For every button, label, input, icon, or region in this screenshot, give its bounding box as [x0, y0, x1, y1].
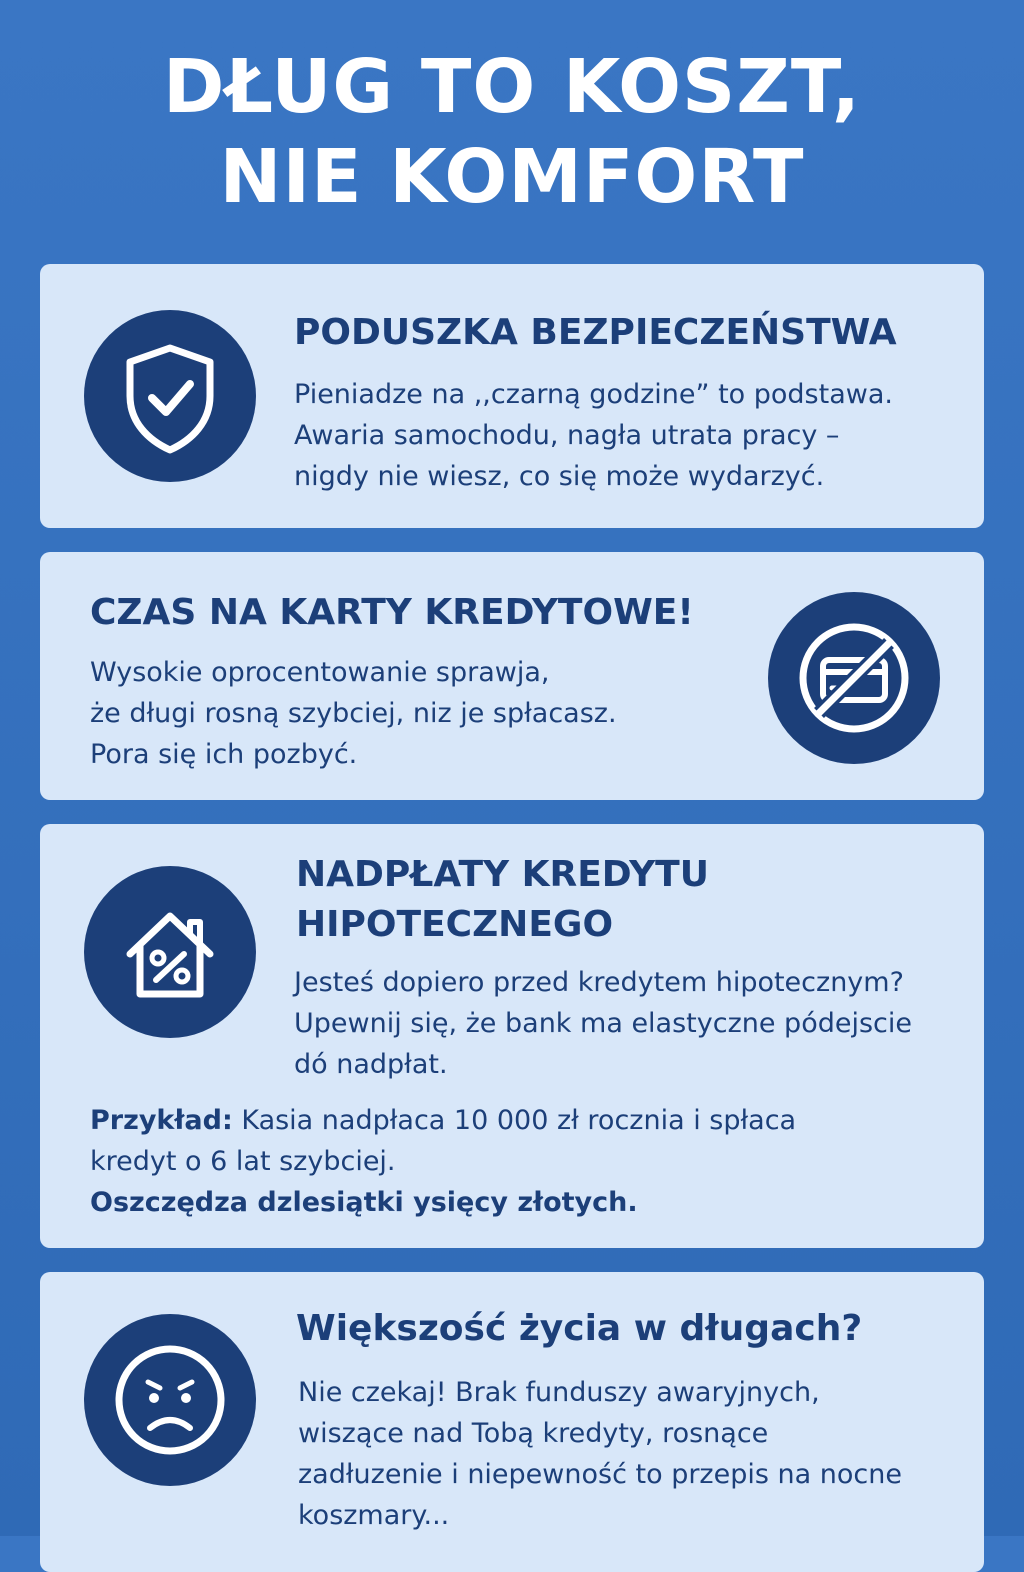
example-line: kredyt o 6 lat szybciej.: [90, 1146, 396, 1177]
card-mortgage-overpayment: [40, 824, 984, 1248]
card-body: [294, 374, 893, 497]
page-title: [0, 42, 1024, 222]
example-block: [90, 1100, 796, 1223]
card-heading-line: HIPOTECZNEGO: [296, 904, 614, 945]
card-body: [298, 1372, 902, 1536]
card-heading: PODUSZKA BEZPIECZEŃSTWA: [294, 312, 897, 353]
sad-face-icon: [84, 1314, 256, 1486]
shield-check-icon: [84, 310, 256, 482]
card-body-line: dó nadpłat.: [294, 1049, 448, 1080]
card-life-in-debt: [40, 1272, 984, 1572]
card-body-line: Pieniadze na ,,czarną godzine” to podstawa.: [294, 379, 893, 410]
card-body-line: że długi rosną szybciej, niz je spłacasz.: [90, 698, 617, 729]
card-body-line: Pora się ich pozbyć.: [90, 739, 358, 770]
title-line-1: DŁUG TO KOSZT,: [163, 44, 861, 130]
card-emergency-fund: [40, 264, 984, 528]
example-label: Przykład:: [90, 1105, 233, 1136]
card-body: [90, 652, 617, 775]
card-body-line: Nie czekaj! Brak funduszy awaryjnych,: [298, 1377, 820, 1408]
no-credit-card-icon: [768, 592, 940, 764]
example-text: Kasia nadpłaca 10 000 zł rocznia i spłaca: [232, 1105, 797, 1136]
example-line: [90, 1100, 796, 1141]
card-body-line: Upewnij się, że bank ma elastyczne pódejscie: [294, 1008, 912, 1039]
house-percent-icon: [84, 866, 256, 1038]
card-heading: [296, 850, 709, 950]
card-heading: Większość życia w długach?: [296, 1308, 863, 1349]
card-body-line: wiszące nad Tobą kredyty, rosnące: [298, 1418, 769, 1449]
card-body-line: zadłuzenie i niepewność to przepis na nocne: [298, 1459, 902, 1490]
card-body: [294, 962, 912, 1085]
card-body-line: Awaria samochodu, nagła utrata pracy –: [294, 420, 840, 451]
example-conclusion: Oszczędza dzlesiątki ysięcy złotych.: [90, 1187, 638, 1218]
card-body-line: koszmary...: [298, 1500, 450, 1531]
card-body-line: Wysokie oprocentowanie sprawja,: [90, 657, 550, 688]
title-line-2: NIE KOMFORT: [219, 134, 805, 220]
card-heading-line: NADPŁATY KREDYTU: [296, 854, 709, 895]
card-credit-cards: [40, 552, 984, 800]
card-body-line: Jesteś dopiero przed kredytem hipotecznym?: [294, 967, 904, 998]
card-body-line: nigdy nie wiesz, co się może wydarzyć.: [294, 461, 825, 492]
card-heading: CZAS NA KARTY KREDYTOWE!: [90, 592, 694, 633]
